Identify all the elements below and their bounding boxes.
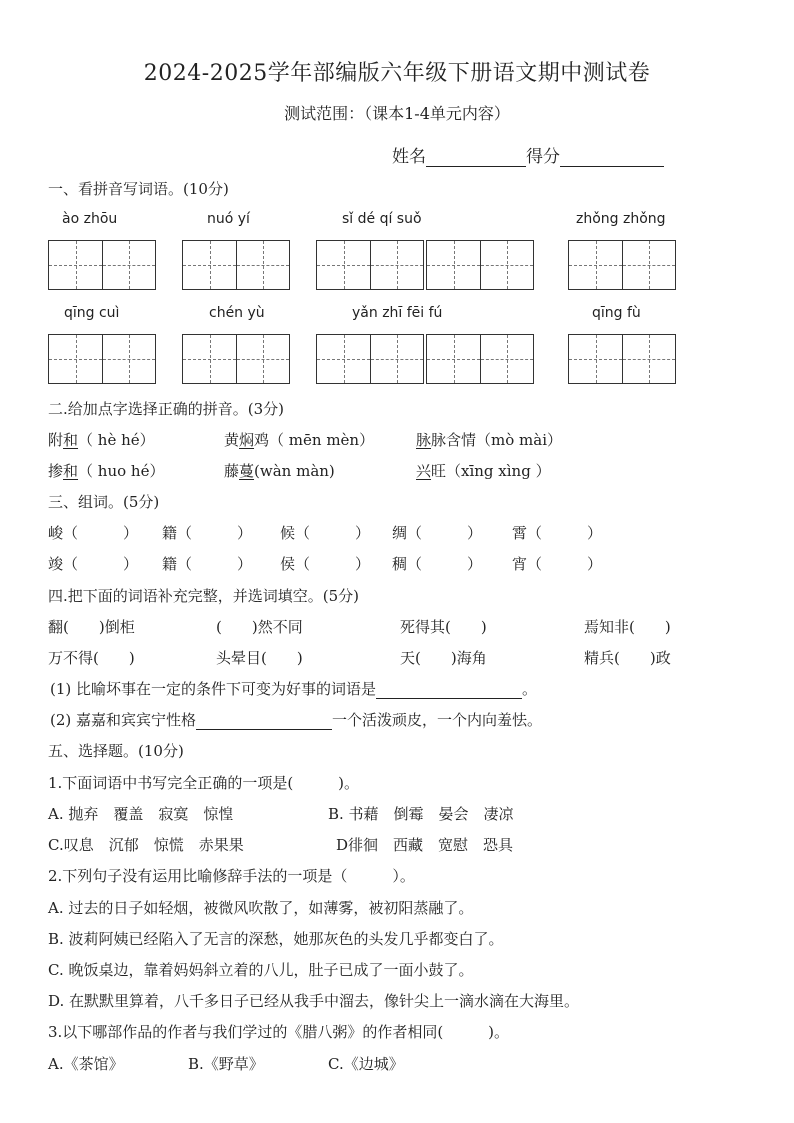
option-d[interactable]: D徘徊 西藏 宽慰 恐具 (336, 836, 514, 854)
score-label: 得分 (526, 147, 560, 167)
pinyin-label: sǐ dé qí suǒ (342, 211, 422, 227)
pinyin-label: qīng cuì (64, 305, 120, 321)
idiom-item[interactable]: 翻( )倒柜 (48, 618, 135, 636)
writing-grid[interactable] (182, 334, 290, 384)
pinyin-choice-item[interactable]: 脉脉含情（mò mài） (416, 431, 563, 449)
writing-grid[interactable] (426, 240, 534, 290)
word-group-item[interactable]: 绸（ ） (392, 524, 483, 542)
section-1-heading: 一、看拼音写词语。(10分) (48, 180, 229, 198)
section-2-heading: 二.给加点字选择正确的拼音。(3分) (48, 400, 285, 418)
option-c[interactable]: C.叹息 沉郁 惊慌 赤果果 (48, 836, 244, 854)
name-blank[interactable] (426, 148, 526, 167)
pinyin-choice-item[interactable]: 附和（ hè hé） (48, 431, 155, 449)
pinyin-choice-item[interactable]: 掺和（ huo hé） (48, 462, 165, 480)
option-b[interactable]: B. 书藉 倒霉 晏会 凄凉 (328, 805, 514, 823)
answer-blank[interactable] (376, 680, 522, 699)
idiom-item[interactable]: 焉知非( ) (584, 618, 671, 636)
writing-grid[interactable] (182, 240, 290, 290)
pinyin-label: nuó yí (207, 211, 250, 227)
exam-scope: 测试范围：（课本1-4单元内容） (284, 104, 510, 123)
name-label: 姓名 (392, 147, 426, 167)
fill-question-1: (1) 比喻坏事在一定的条件下可变为好事的词语是 。 (50, 680, 538, 698)
word-group-item[interactable]: 宵（ ） (512, 555, 603, 573)
word-group-item[interactable]: 侯（ ） (280, 555, 371, 573)
question-2: 2.下列句子没有运用比喻修辞手法的一项是（ ）。 (48, 867, 415, 885)
word-group-item[interactable]: 竣（ ） (48, 555, 139, 573)
section-3-heading: 三、组词。(5分) (48, 493, 160, 511)
name-score-line (392, 142, 664, 167)
score-blank[interactable] (560, 148, 664, 167)
pinyin-choice-item[interactable]: 藤蔓(wàn màn) (224, 462, 335, 480)
idiom-item[interactable]: 头晕目( ) (216, 649, 303, 667)
writing-grid[interactable] (568, 334, 676, 384)
word-group-item[interactable]: 霄（ ） (512, 524, 603, 542)
fill-question-2: (2) 嘉嘉和宾宾宁性格 一个活泼顽皮，一个内向羞怯。 (50, 711, 543, 729)
exam-title: 2024-2025学年部编版六年级下册语文期中测试卷 (143, 61, 651, 86)
section-5-heading: 五、选择题。(10分) (48, 742, 184, 760)
option-d[interactable]: D. 在默默里算着，八千多日子已经从我手中溜去，像针尖上一滴水滴在大海里。 (48, 992, 580, 1010)
writing-grid[interactable] (568, 240, 676, 290)
pinyin-label: chén yù (209, 305, 265, 321)
word-group-item[interactable]: 籍（ ） (162, 524, 253, 542)
section-4-heading: 四.把下面的词语补充完整，并选词填空。(5分) (48, 587, 360, 605)
writing-grid[interactable] (316, 240, 424, 290)
answer-blank[interactable] (196, 711, 332, 730)
option-a[interactable]: A. 过去的日子如轻烟，被微风吹散了，如薄雾，被初阳蒸融了。 (48, 899, 474, 917)
pinyin-choice-item[interactable]: 兴旺（xīng xìng ） (416, 462, 551, 480)
idiom-item[interactable]: 天( )海角 (400, 649, 487, 667)
word-group-item[interactable]: 候（ ） (280, 524, 371, 542)
idiom-item[interactable]: 死得其( ) (400, 618, 487, 636)
word-group-item[interactable]: 籍（ ） (162, 555, 253, 573)
writing-grid[interactable] (426, 334, 534, 384)
option-c[interactable]: C. 晚饭桌边，靠着妈妈斜立着的八儿，肚子已成了一面小鼓了。 (48, 961, 474, 979)
question-3: 3.以下哪部作品的作者与我们学过的《腊八粥》的作者相同( )。 (48, 1023, 510, 1041)
option-b[interactable]: B. 波莉阿姨已经陷入了无言的深愁，她那灰色的头发几乎都变白了。 (48, 930, 504, 948)
option-b[interactable]: B.《野草》 (188, 1055, 264, 1073)
idiom-item[interactable]: ( )然不同 (216, 618, 303, 636)
writing-grid[interactable] (316, 334, 424, 384)
word-group-item[interactable]: 峻（ ） (48, 524, 139, 542)
writing-grid[interactable] (48, 240, 156, 290)
pinyin-choice-item[interactable]: 黄焖鸡（ mēn mèn） (224, 431, 375, 449)
idiom-item[interactable]: 万不得( ) (48, 649, 135, 667)
question-1: 1.下面词语中书写完全正确的一项是( )。 (48, 774, 360, 792)
pinyin-label: qīng fù (592, 305, 641, 321)
pinyin-label: yǎn zhī fēi fú (352, 305, 443, 321)
idiom-item[interactable]: 精兵( )政 (584, 649, 671, 667)
option-c[interactable]: C.《边城》 (328, 1055, 404, 1073)
writing-grid[interactable] (48, 334, 156, 384)
option-a[interactable]: A.《茶馆》 (48, 1055, 124, 1073)
option-a[interactable]: A. 抛弃 覆盖 寂寞 惊惶 (48, 805, 234, 823)
pinyin-label: zhǒng zhǒng (576, 211, 666, 227)
pinyin-label: ào zhōu (62, 211, 118, 227)
word-group-item[interactable]: 稠（ ） (392, 555, 483, 573)
